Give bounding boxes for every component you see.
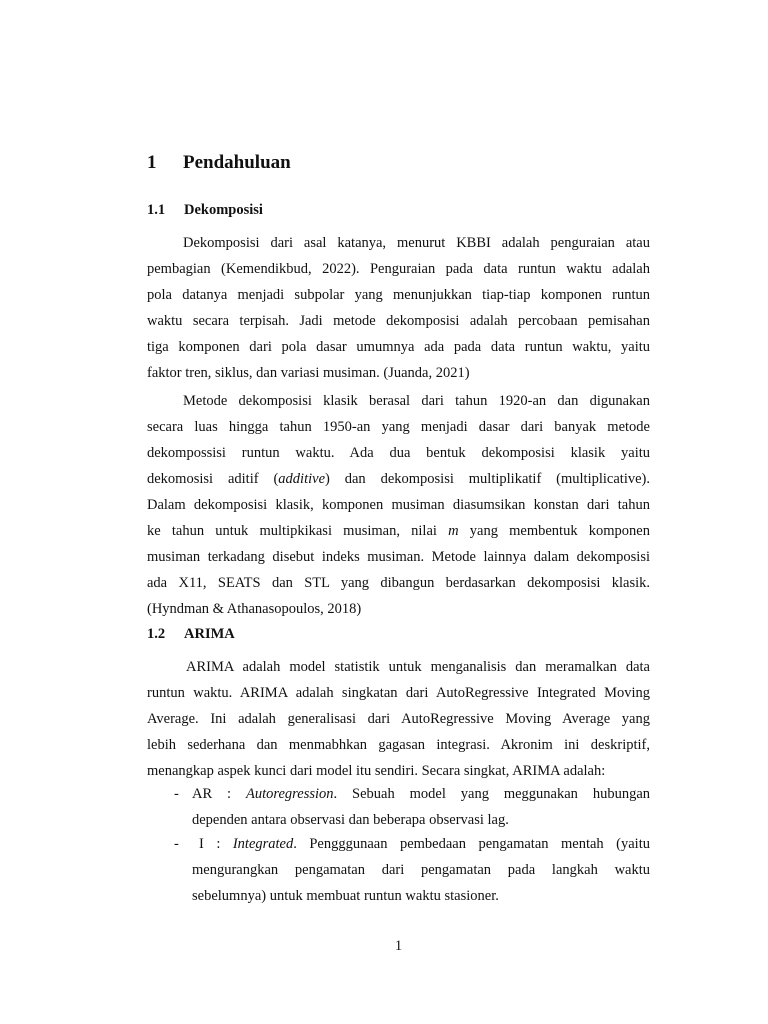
heading-number: 1	[147, 152, 157, 173]
subheading-dekomposisi	[147, 202, 263, 219]
italic-term: Integrated	[232, 836, 294, 852]
subheading-title: Dekomposisi	[184, 202, 263, 218]
text-line: faktor tren, siklus, dan variasi musiman. (Juanda, 2021)	[147, 365, 470, 381]
text-line: menangkap aspek kunci dari model itu sendiri. Secara singkat, ARIMA adalah:	[147, 763, 606, 779]
list-item-body	[192, 781, 650, 833]
text-line: Dekomposisi dari asal katanya, menurut KBBI adalah penguraian atau	[183, 235, 650, 251]
italic-term: Autoregression	[245, 786, 334, 802]
text-line: pola datanya menjadi subpolar yang menunjukkan tiap-tiap komponen runtun	[147, 287, 650, 303]
text-line: musiman terkadang disebut indeks musiman. Metode lainnya dalam dekomposisi	[147, 549, 650, 565]
text-line: runtun waktu. ARIMA adalah singkatan dari AutoRegressive Integrated Moving	[147, 685, 650, 701]
text-line	[147, 466, 650, 492]
text-line: waktu secara terpisah. Jadi metode dekomposisi adalah percobaan pemisahan	[147, 313, 650, 329]
list-item-body	[192, 831, 650, 909]
text-line: Dalam dekomposisi klasik, komponen musiman diasumsikan konstan dari tahun	[147, 497, 650, 513]
paragraph-dekomposisi-klasik	[147, 388, 650, 622]
list-term: I	[199, 836, 204, 852]
subheading-arima	[147, 626, 235, 643]
subheading-number: 1.2	[147, 626, 166, 642]
text-line: dependen antara observasi dan beberapa observasi lag.	[192, 812, 509, 828]
text-line	[147, 518, 650, 544]
text-line: pembagian (Kemendikbud, 2022). Penguraian pada data runtun waktu adalah	[147, 261, 650, 277]
subheading-title: ARIMA	[184, 626, 235, 642]
subheading-number: 1.1	[147, 202, 166, 218]
text-run: ) dan dekomposisi multiplikatif (multiplicative).	[325, 471, 650, 487]
text-line: tiga komponen dari pola dasar umumnya ada pada data runtun waktu, yaitu	[147, 339, 650, 355]
text-line: Metode dekomposisi klasik berasal dari tahun 1920-an dan digunakan	[183, 393, 650, 409]
text-run: ke tahun untuk multipkikasi musiman, nilai	[147, 523, 449, 539]
text-run: dekomosisi aditif (	[147, 471, 279, 487]
page-number: 1	[394, 938, 403, 954]
list-dash: -	[174, 786, 179, 802]
text-run: . Pengggunaan pembedaan pengamatan mentah (yaitu	[293, 836, 650, 852]
heading-pendahuluan	[147, 152, 291, 174]
text-line: Average. Ini adalah generalisasi dari AutoRegressive Moving Average yang	[147, 711, 650, 727]
heading-title: Pendahuluan	[183, 152, 291, 173]
text-run: yang membentuk komponen	[458, 523, 650, 539]
text-run: . Sebuah model yang meggunakan hubungan	[333, 786, 651, 802]
list-term: AR	[192, 786, 213, 802]
paragraph-arima-definition	[147, 654, 650, 784]
text-line: secara luas hingga tahun 1950-an yang menjadi dasar dari banyak metode	[147, 419, 650, 435]
text-run: :	[212, 786, 246, 802]
text-line: sebelumnya) untuk membuat runtun waktu stasioner.	[192, 888, 499, 904]
text-line: ada X11, SEATS dan STL yang dibangun berdasarkan dekomposisi klasik.	[147, 575, 650, 591]
paragraph-dekomposisi-definition	[147, 230, 650, 386]
text-line: (Hyndman & Athanasopoulos, 2018)	[147, 601, 362, 617]
italic-term: additive	[278, 471, 326, 487]
list-dash: -	[174, 836, 179, 852]
text-line: lebih sederhana dan menmabhkan gagasan integrasi. Akronim ini deskriptif,	[147, 737, 650, 753]
text-line	[192, 831, 650, 857]
italic-term: m	[448, 523, 459, 539]
text-run: :	[203, 836, 233, 852]
text-line	[192, 781, 650, 807]
text-line: ARIMA adalah model statistik untuk menganalisis dan meramalkan data	[186, 659, 650, 675]
text-line: mengurangkan pengamatan dari pengamatan pada langkah waktu	[192, 862, 650, 878]
text-line: dekompossisi runtun waktu. Ada dua bentuk dekomposisi klasik yaitu	[147, 445, 650, 461]
